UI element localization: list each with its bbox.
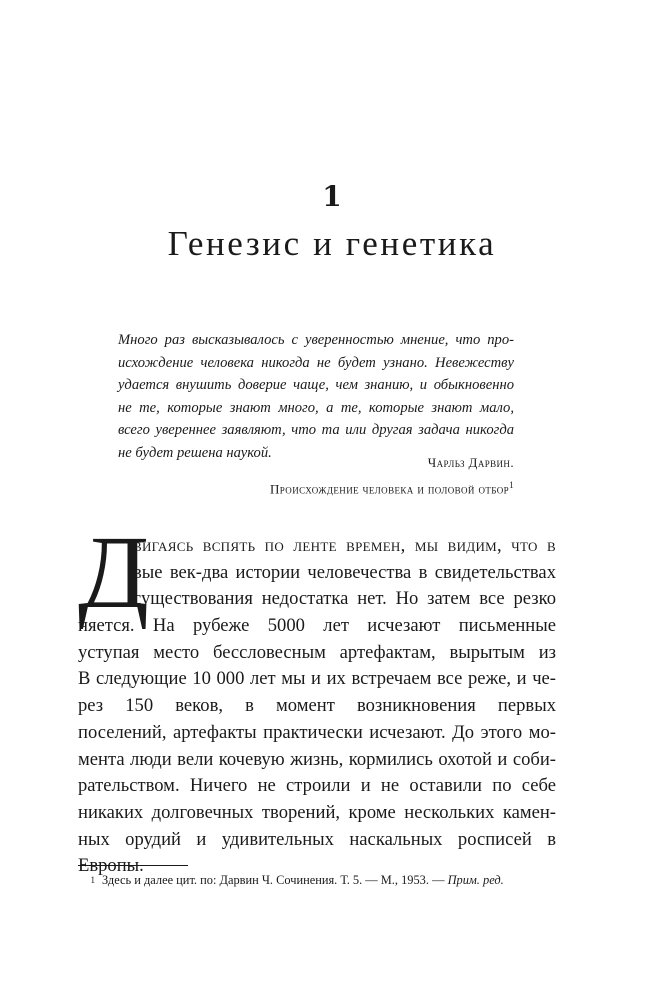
body-line: рез 150 веков, в момент возникновения первых: [78, 695, 556, 717]
body-line: мента люди вели кочевую жизнь, кормились охотой и соби-: [78, 748, 556, 770]
body-line: ных орудий и удивительных наскальных росписей в: [78, 828, 556, 850]
footnote-mark: 1: [90, 875, 95, 885]
footnote-text: Здесь и далее цит. по: Дарвин Ч. Сочинения. Т. 5. — М., 1953. —: [102, 873, 448, 887]
footnote-divider: [78, 865, 188, 866]
drop-cap: Д: [78, 515, 149, 630]
epigraph: [118, 329, 514, 465]
body-line: рательством. Ничего не строили и не оставили по себе: [78, 775, 556, 797]
body-line: поселений, артефакты практически исчезают. До этого мо-: [78, 721, 556, 743]
epigraph-author: Чарльз Дарвин.: [427, 455, 514, 470]
body-line: никаких долговечных творений, кроме нескольких камен-: [78, 801, 556, 823]
body-line: вые век-два истории человечества в свидетельствах: [133, 561, 556, 583]
footnote-editor-note: Прим. ред.: [447, 873, 504, 887]
epigraph-source-title: Происхождение человека и половой отбор: [270, 481, 510, 497]
body-line: вигаясь вспять по ленте времен, мы видим, что в: [133, 535, 556, 556]
body-line: существования недостатка нет. Но затем все резко: [133, 588, 556, 610]
epigraph-line: не те, которые знают много, а те, которые знают мало,: [118, 399, 514, 416]
body-line: В следующие 10 000 лет мы и их встречаем все реже, и че-: [78, 668, 556, 690]
epigraph-line: исхождение человека никогда не будет узнано. Невежеству: [118, 354, 514, 371]
chapter-title: Генезис и генетика: [167, 224, 497, 263]
footnote-reference[interactable]: 1: [509, 480, 514, 490]
epigraph-line: удается внушить доверие чаще, чем знанию, и обыкновенно: [118, 377, 514, 394]
epigraph-line: Много раз высказывалось с уверенностью мнение, что про-: [118, 332, 514, 348]
epigraph-source: [270, 474, 514, 500]
body-line: Европы.: [78, 855, 144, 877]
footnote: [78, 871, 556, 889]
epigraph-line: всего увереннее заявляют, что та или другая задача никогда: [118, 422, 514, 439]
body-line: няется. На рубеже 5000 лет исчезают письменные: [78, 615, 556, 637]
epigraph-line: не будет решена наукой.: [118, 444, 272, 461]
body-line: уступая место бессловесным артефактам, вырытым из: [78, 641, 556, 663]
chapter-number: 1: [322, 180, 342, 213]
epigraph-attribution: [270, 452, 514, 500]
body-paragraph: [78, 533, 556, 880]
